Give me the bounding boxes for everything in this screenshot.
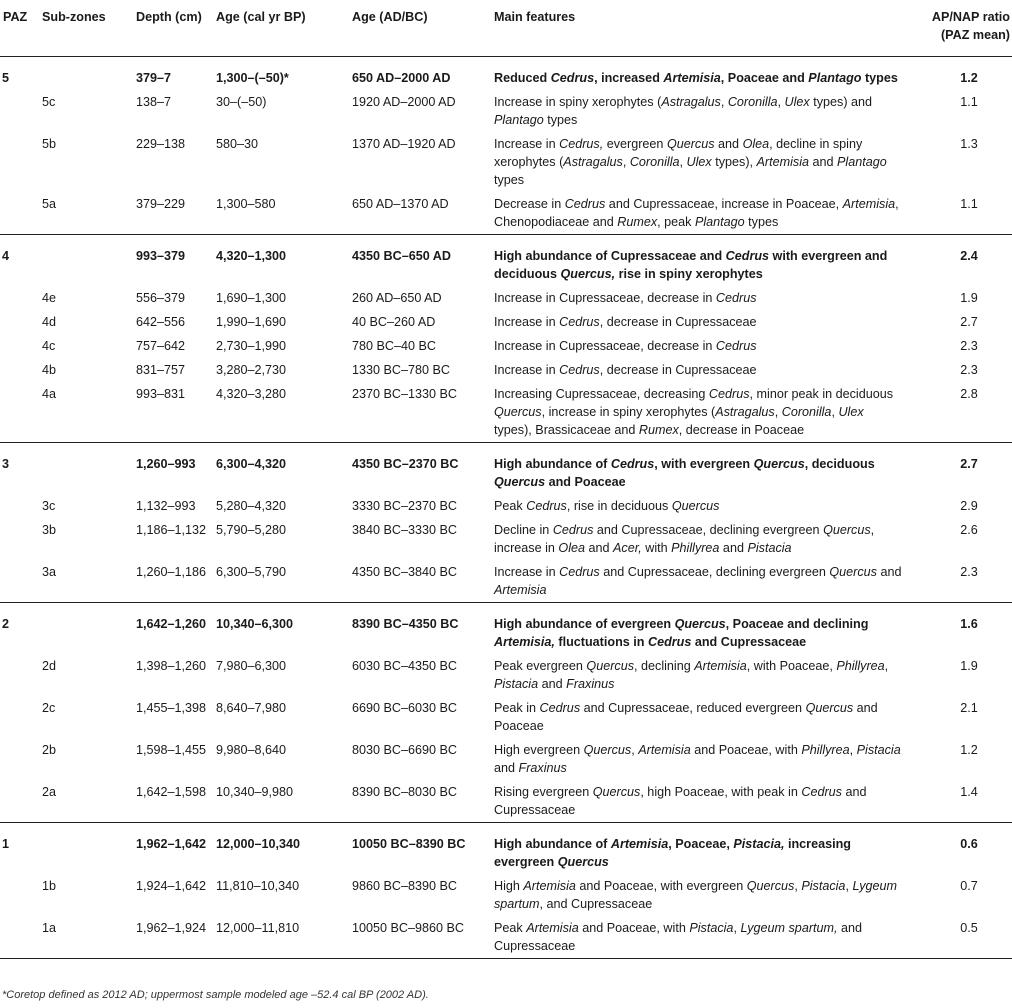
features-cell: Increase in Cedrus and Cupressaceae, declining evergreen Quercus and Artemisia: [494, 564, 902, 597]
table-body: [0, 56, 1012, 958]
zone-row: [0, 822, 1012, 874]
paz-cell: [0, 780, 42, 823]
subzone-row: [0, 560, 1012, 603]
subzone-row: [0, 518, 1012, 560]
header-ratio-line1: AP/NAP ratio: [931, 10, 1010, 24]
subzone-row: [0, 654, 1012, 696]
subzone-cell: 5c: [42, 94, 56, 109]
ratio-cell: 2.3: [960, 564, 978, 579]
depth-cell: 1,186–1,132: [136, 522, 207, 537]
age-ad-cell: 650 AD–1370 AD: [352, 196, 449, 211]
age-cal-cell: 7,980–6,300: [216, 658, 287, 673]
zone-row: [0, 602, 1012, 654]
ratio-cell: 2.8: [960, 386, 978, 401]
subzone-row: [0, 90, 1012, 132]
depth-cell: 1,260–1,186: [136, 564, 207, 579]
paz-cell: [0, 358, 42, 382]
subzone-row: [0, 696, 1012, 738]
ratio-cell: 2.3: [960, 338, 978, 353]
ratio-cell: 1.9: [960, 658, 978, 673]
age-cal-cell: 6,300–5,790: [216, 564, 287, 579]
header-ratio-line2: (PAZ mean): [940, 28, 1010, 42]
features-cell: High abundance of evergreen Quercus, Poaceae and declining Artemisia, fluctuations in Cedrus and Cupressaceae: [494, 602, 926, 654]
depth-cell: 993–831: [136, 386, 186, 401]
age-cal-cell: 8,640–7,980: [216, 700, 287, 715]
subzone-cell: [42, 442, 136, 494]
subzone-row: [0, 334, 1012, 358]
age-ad-cell: 10050 BC–9860 BC: [352, 916, 494, 959]
subzone-cell: 4d: [42, 314, 57, 329]
subzone-cell: 5b: [42, 136, 57, 151]
age-ad-cell: 4350 BC–2370 BC: [352, 442, 494, 494]
age-ad-cell: 6030 BC–4350 BC: [352, 658, 458, 673]
features-cell: Increase in Cedrus, decrease in Cupressaceae: [494, 314, 757, 329]
features-cell: Peak Artemisia and Poaceae, with Pistacia, Lygeum spartum, and Cupressaceae: [494, 916, 926, 959]
ratio-cell: 1.9: [960, 290, 978, 305]
depth-cell: 379–7: [136, 70, 172, 85]
depth-cell: 379–229: [136, 196, 186, 211]
paz-cell: 5: [2, 70, 10, 85]
depth-cell: 1,962–1,642: [136, 822, 216, 874]
subzone-cell: 2d: [42, 658, 57, 673]
age-ad-cell: 2370 BC–1330 BC: [352, 386, 458, 401]
ratio-cell: 1.1: [960, 94, 978, 109]
subzone-cell: 1a: [42, 916, 136, 959]
paz-cell: [0, 738, 42, 780]
features-cell: Increasing Cupressaceae, decreasing Cedrus, minor peak in deciduous Quercus, increase in spiny xerophytes (Astragalus, Coronilla, Ulex types), Brassicaceae and Rumex, decrease in Poaceae: [494, 386, 894, 437]
features-cell: High Artemisia and Poaceae, with evergreen Quercus, Pistacia, Lygeum spartum, and Cupressaceae: [494, 878, 898, 911]
age-cal-cell: 580–30: [216, 136, 259, 151]
features-cell: High abundance of Cedrus, with evergreen Quercus, deciduous Quercus and Poaceae: [494, 442, 926, 494]
age-cal-cell: 2,730–1,990: [216, 338, 287, 353]
ratio-cell: 0.6: [926, 822, 1012, 874]
paz-cell: [0, 286, 42, 310]
paz-cell: 2: [0, 602, 42, 654]
age-ad-cell: 8390 BC–4350 BC: [352, 602, 494, 654]
depth-cell: 1,598–1,455: [136, 742, 207, 757]
age-ad-cell: 40 BC–260 AD: [352, 314, 436, 329]
features-cell: Decrease in Cedrus and Cupressaceae, increase in Poaceae, Artemisia, Chenopodiaceae and Rumex, peak Plantago types: [494, 196, 899, 229]
subzone-cell: [42, 234, 136, 286]
subzone-row: [0, 192, 1012, 235]
age-ad-cell: 8030 BC–6690 BC: [352, 742, 458, 757]
features-cell: Increase in Cupressaceae, decrease in Cedrus: [494, 338, 757, 353]
zone-row: [0, 442, 1012, 494]
ratio-cell: 0.5: [926, 916, 1012, 959]
zone-row: [0, 234, 1012, 286]
subzone-cell: 1b: [42, 878, 57, 893]
features-cell: High abundance of Cupressaceae and Cedrus with evergreen and deciduous Quercus, rise in spiny xerophytes: [494, 234, 926, 286]
ratio-cell: 1.4: [960, 784, 978, 799]
age-ad-cell: 1370 AD–1920 AD: [352, 136, 456, 151]
paz-cell: [0, 916, 42, 959]
features-cell: Increase in Cedrus, decrease in Cupressaceae: [494, 362, 757, 377]
ratio-cell: 2.4: [926, 234, 1012, 286]
header-subzones: Sub-zones: [42, 0, 136, 56]
header-main-features: Main features: [494, 0, 926, 56]
subzone-cell: [42, 822, 136, 874]
subzone-row: [0, 358, 1012, 382]
header-depth: Depth (cm): [136, 0, 216, 56]
paz-cell: [0, 654, 42, 696]
subzone-row: [0, 494, 1012, 518]
subzone-row: [0, 738, 1012, 780]
header-row: [0, 0, 1012, 56]
depth-cell: 757–642: [136, 338, 186, 353]
depth-cell: 1,455–1,398: [136, 700, 207, 715]
ratio-cell: 2.7: [960, 314, 978, 329]
age-ad-cell: 3840 BC–3330 BC: [352, 522, 458, 537]
age-cal-cell: 12,000–10,340: [216, 822, 352, 874]
features-cell: Peak in Cedrus and Cupressaceae, reduced evergreen Quercus and Poaceae: [494, 700, 878, 733]
age-cal-cell: 1,300–(–50)*: [216, 70, 289, 85]
age-ad-cell: 10050 BC–8390 BC: [352, 822, 494, 874]
subzone-row: [0, 382, 1012, 443]
paz-cell: [0, 192, 42, 235]
ratio-cell: 1.6: [926, 602, 1012, 654]
depth-cell: 229–138: [136, 136, 186, 151]
depth-cell: 1,924–1,642: [136, 878, 207, 893]
paz-cell: [0, 334, 42, 358]
subzone-row: [0, 780, 1012, 823]
header-paz: PAZ: [0, 0, 42, 56]
age-ad-cell: 260 AD–650 AD: [352, 290, 442, 305]
age-cal-cell: 6,300–4,320: [216, 442, 352, 494]
paz-cell: [0, 382, 42, 443]
zone-row: [0, 56, 1012, 90]
header-age-cal: Age (cal yr BP): [216, 0, 352, 56]
age-cal-cell: 30–(–50): [216, 94, 267, 109]
depth-cell: 1,642–1,260: [136, 602, 216, 654]
subzone-row: [0, 310, 1012, 334]
age-ad-cell: 1330 BC–780 BC: [352, 362, 451, 377]
features-cell: High evergreen Quercus, Artemisia and Poaceae, with Phillyrea, Pistacia and Fraxinus: [494, 742, 901, 775]
ratio-cell: 0.7: [960, 878, 978, 893]
subzone-cell: 3a: [42, 564, 57, 579]
features-cell: Reduced Cedrus, increased Artemisia, Poaceae and Plantago types: [494, 70, 898, 85]
paz-cell: [0, 90, 42, 132]
ratio-cell: 2.3: [960, 362, 978, 377]
features-cell: High abundance of Artemisia, Poaceae, Pistacia, increasing evergreen Quercus: [494, 822, 926, 874]
age-cal-cell: 9,980–8,640: [216, 742, 287, 757]
paz-cell: [0, 494, 42, 518]
table-footnote: *Coretop defined as 2012 AD; uppermost sample modeled age –52.4 cal BP (2002 AD).: [2, 989, 429, 1001]
paz-cell: [0, 874, 42, 916]
age-ad-cell: 1920 AD–2000 AD: [352, 94, 456, 109]
age-ad-cell: 4350 BC–650 AD: [352, 234, 494, 286]
subzone-cell: [42, 56, 136, 90]
ratio-cell: 1.1: [960, 196, 978, 211]
ratio-cell: 2.6: [960, 522, 978, 537]
paz-cell: [0, 560, 42, 603]
subzone-row: [0, 874, 1012, 916]
depth-cell: 1,398–1,260: [136, 658, 207, 673]
age-cal-cell: 10,340–6,300: [216, 602, 352, 654]
paz-cell: [0, 310, 42, 334]
subzone-cell: 4e: [42, 290, 57, 305]
depth-cell: 556–379: [136, 290, 186, 305]
features-cell: Peak evergreen Quercus, declining Artemisia, with Poaceae, Phillyrea, Pistacia and Fraxinus: [494, 658, 889, 691]
age-cal-cell: 5,790–5,280: [216, 522, 287, 537]
age-ad-cell: 6690 BC–6030 BC: [352, 700, 458, 715]
age-cal-cell: 12,000–11,810: [216, 916, 352, 959]
subzone-cell: 3b: [42, 522, 57, 537]
paz-cell: [0, 518, 42, 560]
age-cal-cell: 1,990–1,690: [216, 314, 287, 329]
depth-cell: 138–7: [136, 94, 172, 109]
age-cal-cell: 10,340–9,980: [216, 784, 294, 799]
age-cal-cell: 4,320–1,300: [216, 234, 352, 286]
subzone-cell: 5a: [42, 196, 57, 211]
age-ad-cell: 3330 BC–2370 BC: [352, 498, 458, 513]
subzone-row: [0, 286, 1012, 310]
age-ad-cell: 8390 BC–8030 BC: [352, 784, 458, 799]
subzone-row: [0, 916, 1012, 959]
features-cell: Increase in spiny xerophytes (Astragalus, Coronilla, Ulex types) and Plantago types: [494, 94, 873, 127]
header-age-ad: Age (AD/BC): [352, 0, 494, 56]
ratio-cell: 1.2: [960, 742, 978, 757]
subzone-cell: [42, 602, 136, 654]
depth-cell: 1,260–993: [136, 442, 216, 494]
age-cal-cell: 5,280–4,320: [216, 498, 287, 513]
age-cal-cell: 3,280–2,730: [216, 362, 287, 377]
header-ap-nap-ratio: [926, 0, 1012, 56]
depth-cell: 642–556: [136, 314, 186, 329]
age-ad-cell: 9860 BC–8390 BC: [352, 878, 458, 893]
paz-cell: [0, 696, 42, 738]
paz-cell: 3: [0, 442, 42, 494]
ratio-cell: 1.2: [960, 70, 978, 85]
age-ad-cell: 650 AD–2000 AD: [352, 70, 451, 85]
age-cal-cell: 1,690–1,300: [216, 290, 287, 305]
depth-cell: 831–757: [136, 362, 186, 377]
features-cell: Increase in Cedrus, evergreen Quercus and Olea, decline in spiny xerophytes (Astragalus, Coronilla, Ulex types), Artemisia and Plantago types: [494, 136, 887, 187]
features-cell: Peak Cedrus, rise in deciduous Quercus: [494, 498, 720, 513]
ratio-cell: 1.3: [960, 136, 978, 151]
paz-cell: 1: [0, 822, 42, 874]
depth-cell: 1,962–1,924: [136, 916, 216, 959]
depth-cell: 1,642–1,598: [136, 784, 207, 799]
subzone-cell: 2c: [42, 700, 56, 715]
features-cell: Rising evergreen Quercus, high Poaceae, with peak in Cedrus and Cupressaceae: [494, 784, 867, 817]
subzone-cell: 4c: [42, 338, 56, 353]
age-ad-cell: 780 BC–40 BC: [352, 338, 437, 353]
ratio-cell: 2.9: [960, 498, 978, 513]
subzone-cell: 2a: [42, 784, 57, 799]
age-cal-cell: 1,300–580: [216, 196, 276, 211]
subzone-cell: 4b: [42, 362, 57, 377]
paz-cell: [0, 132, 42, 192]
age-cal-cell: 4,320–3,280: [216, 386, 287, 401]
features-cell: Decline in Cedrus and Cupressaceae, declining evergreen Quercus, increase in Olea and Acer, with Phillyrea and Pistacia: [494, 522, 875, 555]
features-cell: Increase in Cupressaceae, decrease in Cedrus: [494, 290, 757, 305]
paz-cell: 4: [0, 234, 42, 286]
subzone-cell: 3c: [42, 498, 56, 513]
depth-cell: 993–379: [136, 234, 216, 286]
depth-cell: 1,132–993: [136, 498, 196, 513]
ratio-cell: 2.7: [926, 442, 1012, 494]
ratio-cell: 2.1: [960, 700, 978, 715]
subzone-row: [0, 132, 1012, 192]
subzone-cell: 2b: [42, 742, 57, 757]
age-ad-cell: 4350 BC–3840 BC: [352, 564, 458, 579]
age-cal-cell: 11,810–10,340: [216, 878, 300, 893]
subzone-cell: 4a: [42, 386, 57, 401]
